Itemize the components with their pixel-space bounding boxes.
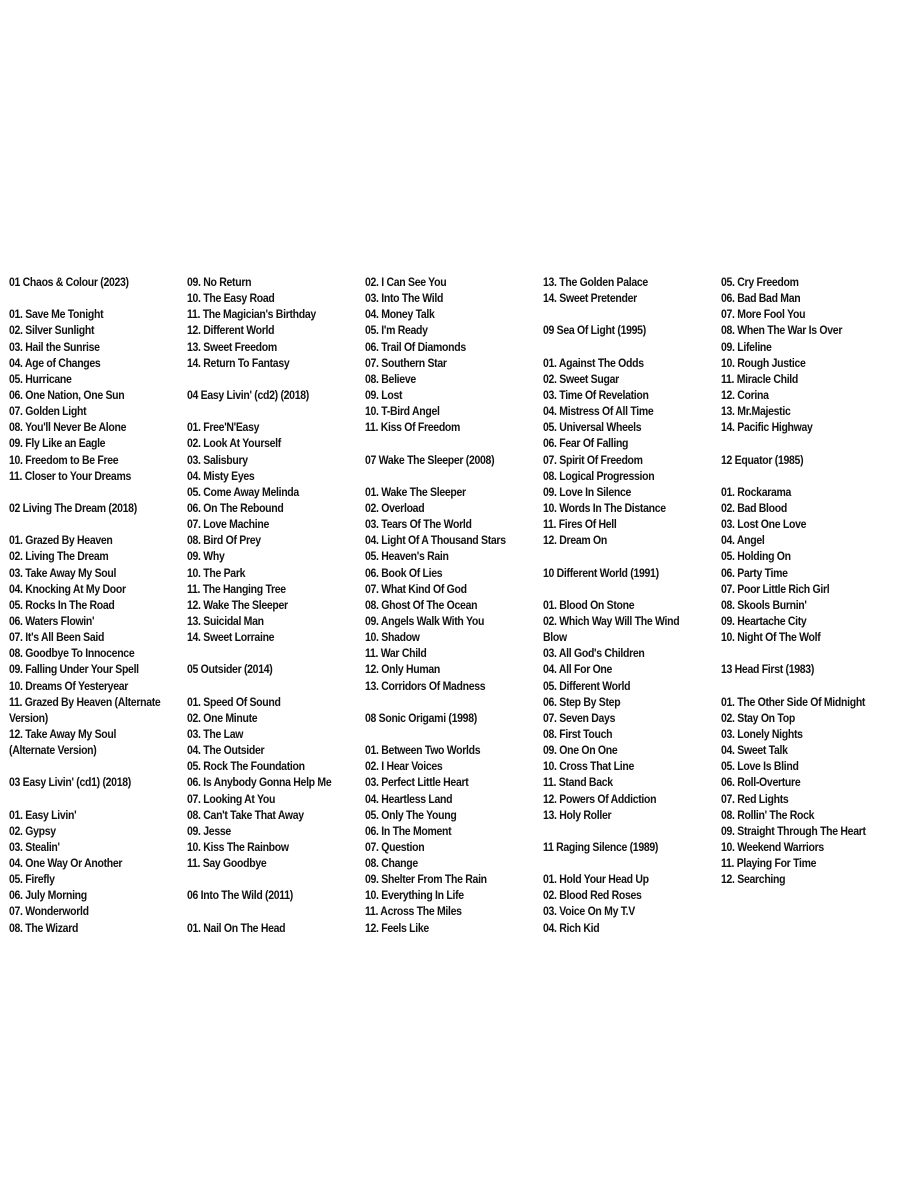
track-line: 12. Dream On	[543, 533, 607, 548]
track-line: 11. Fires Of Hell	[543, 517, 617, 532]
track-line: 06. Trail Of Diamonds	[365, 339, 466, 354]
track-line: 08. You'll Never Be Alone	[9, 420, 127, 435]
spacer	[543, 823, 688, 839]
tracklist-column-2	[178, 274, 356, 944]
track-line: 11. Playing For Time	[721, 856, 817, 871]
track-line: 11. Kiss Of Freedom	[365, 420, 461, 435]
track-line: 07. It's All Been Said	[9, 630, 105, 645]
track-line: 09. Love In Silence	[543, 484, 632, 499]
track-line: 04. The Outsider	[187, 743, 265, 758]
track-line: 12. Take Away My Soul	[9, 726, 117, 741]
track-line: 09. Straight Through The Heart	[721, 823, 866, 838]
track-line: 10. Words In The Distance	[543, 500, 666, 515]
track-line: 04. Knocking At My Door	[9, 581, 126, 596]
album-heading: 02 Living The Dream (2018)	[9, 500, 137, 515]
spacer	[721, 435, 875, 451]
album-heading: 13 Head First (1983)	[721, 662, 815, 677]
track-line: 06. Bad Bad Man	[721, 291, 801, 306]
album-heading: 09 Sea Of Light (1995)	[543, 323, 646, 338]
track-line: 08. First Touch	[543, 726, 613, 741]
track-line: 12. Feels Like	[365, 920, 429, 935]
track-line: 12. Wake The Sleeper	[187, 597, 288, 612]
track-line: Version)	[9, 710, 48, 725]
track-line: 04. Angel	[721, 533, 765, 548]
track-line: 07. Looking At You	[187, 791, 276, 806]
track-line: 12. Corina	[721, 387, 769, 402]
track-line: 10. Freedom to Be Free	[9, 452, 119, 467]
track-line: 05. Heaven's Rain	[365, 549, 449, 564]
track-line: 08. Goodbye To Innocence	[9, 646, 135, 661]
track-line: 01. Grazed By Heaven	[9, 533, 113, 548]
track-line: 06. Book Of Lies	[365, 565, 443, 580]
spacer	[9, 516, 154, 532]
track-line: 07. Red Lights	[721, 791, 789, 806]
album-heading: 01 Chaos & Colour (2023)	[9, 275, 129, 289]
album-heading: 06 Into The Wild (2011)	[187, 888, 293, 903]
track-line: 06. Is Anybody Gonna Help Me	[187, 775, 332, 790]
spacer	[543, 339, 688, 355]
track-line: 06. One Nation, One Sun	[9, 387, 125, 402]
track-line: 05. Holding On	[721, 549, 791, 564]
track-line: 11. War Child	[365, 646, 427, 661]
track-line: 05. I'm Ready	[365, 323, 428, 338]
track-line: 07. Wonderworld	[9, 904, 89, 919]
spacer	[9, 484, 154, 500]
track-line: 10. T-Bird Angel	[365, 404, 440, 419]
track-line: 12. Only Human	[365, 662, 441, 677]
track-line: 04. Misty Eyes	[187, 468, 255, 483]
track-line: 08. The Wizard	[9, 920, 79, 935]
track-line: 03. Into The Wild	[365, 291, 444, 306]
track-line: 10. Cross That Line	[543, 759, 634, 774]
album-heading: 10 Different World (1991)	[543, 565, 659, 580]
track-line: 13. Holy Roller	[543, 807, 612, 822]
track-line: 04. Rich Kid	[543, 920, 600, 935]
track-line: 13. The Golden Palace	[543, 275, 648, 289]
track-line: 07. Spirit Of Freedom	[543, 452, 643, 467]
spacer	[721, 678, 875, 694]
track-line: 12. Searching	[721, 872, 786, 887]
track-line: 06. On The Rebound	[187, 500, 284, 515]
track-line: 03. Lost One Love	[721, 517, 807, 532]
track-line: 08. Believe	[365, 371, 416, 386]
tracklist-column-1	[0, 274, 178, 944]
track-line: 03. Perfect Little Heart	[365, 775, 469, 790]
track-line: 08. When The War Is Over	[721, 323, 843, 338]
track-line: 02. Which Way Will The Wind	[543, 613, 680, 628]
track-line: 02. Gypsy	[9, 823, 56, 838]
track-line: 06. Step By Step	[543, 694, 621, 709]
track-line: 09. Jesse	[187, 823, 231, 838]
track-line: 13. Sweet Freedom	[187, 339, 277, 354]
spacer	[365, 468, 510, 484]
track-line: 11. The Hanging Tree	[187, 581, 286, 596]
album-heading: 11 Raging Silence (1989)	[543, 839, 659, 854]
track-line: 13. Corridors Of Madness	[365, 678, 486, 693]
track-line: 07. Question	[365, 839, 425, 854]
track-line: 02. Living The Dream	[9, 549, 109, 564]
spacer	[721, 645, 875, 661]
spacer	[187, 678, 332, 694]
track-line: 01. Free'N'Easy	[187, 420, 260, 435]
track-line: 06. Waters Flowin'	[9, 613, 95, 628]
tracklist-column-5	[712, 274, 900, 944]
spacer	[365, 694, 510, 710]
spacer	[721, 468, 875, 484]
track-line: 07. Golden Light	[9, 404, 87, 419]
track-line: 01. Speed Of Sound	[187, 694, 281, 709]
track-line: 08. Skools Burnin'	[721, 597, 807, 612]
track-line: 08. Logical Progression	[543, 468, 655, 483]
track-line: 03. Time Of Revelation	[543, 387, 649, 402]
track-line: 01. Between Two Worlds	[365, 743, 481, 758]
track-line: 02. Overload	[365, 500, 425, 515]
track-line: 12. Different World	[187, 323, 275, 338]
track-line: 08. Bird Of Prey	[187, 533, 261, 548]
album-heading: 07 Wake The Sleeper (2008)	[365, 452, 495, 467]
track-line: 03. Take Away My Soul	[9, 565, 117, 580]
track-line: 05. Hurricane	[9, 371, 72, 386]
spacer	[187, 645, 332, 661]
album-heading: 05 Outsider (2014)	[187, 662, 273, 677]
track-line: 03. Voice On My T.V	[543, 904, 635, 919]
track-line: 06. July Morning	[9, 888, 87, 903]
track-line: 01. Blood On Stone	[543, 597, 635, 612]
spacer	[365, 726, 510, 742]
track-line: 03. Tears Of The World	[365, 517, 472, 532]
track-line: 03. Salisbury	[187, 452, 248, 467]
track-line: 04. Money Talk	[365, 307, 435, 322]
track-line: 03. All God's Children	[543, 646, 645, 661]
track-line: 03. Stealin'	[9, 839, 60, 854]
spacer	[9, 290, 154, 306]
track-line: 02. Stay On Top	[721, 710, 795, 725]
track-line: 14. Return To Fantasy	[187, 355, 290, 370]
track-line: 10. Kiss The Rainbow	[187, 839, 289, 854]
track-line: 06. In The Moment	[365, 823, 452, 838]
track-line: 09. Lifeline	[721, 339, 772, 354]
track-line: 09. No Return	[187, 275, 252, 289]
track-line: 04. Light Of A Thousand Stars	[365, 533, 506, 548]
track-line: 03. The Law	[187, 726, 244, 741]
track-line: 07. Southern Star	[365, 355, 447, 370]
track-line: 02. Bad Blood	[721, 500, 787, 515]
track-line: 02. Silver Sunlight	[9, 323, 95, 338]
track-line: 03. Hail the Sunrise	[9, 339, 100, 354]
track-line: 14. Sweet Pretender	[543, 291, 637, 306]
track-line: 11. Miracle Child	[721, 371, 799, 386]
album-heading: 12 Equator (1985)	[721, 452, 804, 467]
track-line: 01. Nail On The Head	[187, 920, 286, 935]
track-line: 07. Love Machine	[187, 517, 269, 532]
track-line: 10. Rough Justice	[721, 355, 806, 370]
spacer	[9, 758, 154, 774]
track-line: 09. Shelter From The Rain	[365, 872, 487, 887]
track-line: 09. Why	[187, 549, 225, 564]
track-line: 05. Only The Young	[365, 807, 457, 822]
track-line: 06. Party Time	[721, 565, 788, 580]
spacer	[543, 855, 688, 871]
spacer	[543, 548, 688, 564]
track-line: 11. Closer to Your Dreams	[9, 468, 131, 483]
tracklist-sheet	[0, 274, 900, 944]
track-line: 13. Mr.Majestic	[721, 404, 791, 419]
track-line: 07. Seven Days	[543, 710, 616, 725]
track-line: 04. Sweet Talk	[721, 743, 788, 758]
track-line: 11. The Magician's Birthday	[187, 307, 316, 322]
track-line: 08. Ghost Of The Ocean	[365, 597, 478, 612]
track-line: 04. One Way Or Another	[9, 856, 123, 871]
track-line: 05. Universal Wheels	[543, 420, 642, 435]
track-line: 13. Suicidal Man	[187, 613, 264, 628]
spacer	[543, 581, 688, 597]
track-line: 03. Lonely Nights	[721, 726, 803, 741]
track-line: 05. Rock The Foundation	[187, 759, 305, 774]
track-line: 01. The Other Side Of Midnight	[721, 694, 866, 709]
track-line: 08. Rollin' The Rock	[721, 807, 815, 822]
track-line: 01. Wake The Sleeper	[365, 484, 466, 499]
track-line: 09. Falling Under Your Spell	[9, 662, 139, 677]
track-line: Blow	[543, 630, 567, 645]
track-line: 07. What Kind Of God	[365, 581, 467, 596]
track-line: 01. Easy Livin'	[9, 807, 77, 822]
track-line: 04. Heartless Land	[365, 791, 453, 806]
spacer	[187, 403, 332, 419]
tracklist-column-3	[356, 274, 534, 944]
track-line: 01. Rockarama	[721, 484, 792, 499]
track-line: 02. Look At Yourself	[187, 436, 281, 451]
track-line: 12. Powers Of Addiction	[543, 791, 657, 806]
track-line: 10. Night Of The Wolf	[721, 630, 821, 645]
track-line: 06. Fear Of Falling	[543, 436, 629, 451]
track-line: 11. Across The Miles	[365, 904, 462, 919]
track-line: 08. Change	[365, 856, 418, 871]
track-line: 02. One Minute	[187, 710, 258, 725]
track-line: (Alternate Version)	[9, 743, 97, 758]
track-line: 11. Say Goodbye	[187, 856, 267, 871]
track-line: 04. All For One	[543, 662, 613, 677]
track-line: 01. Save Me Tonight	[9, 307, 104, 322]
spacer	[543, 306, 688, 322]
track-line: 02. I Hear Voices	[365, 759, 443, 774]
spacer	[365, 435, 510, 451]
track-line: 14. Sweet Lorraine	[187, 630, 275, 645]
track-line: 04. Age of Changes	[9, 355, 101, 370]
track-line: 05. Cry Freedom	[721, 275, 799, 289]
track-line: 02. Sweet Sugar	[543, 371, 619, 386]
spacer	[187, 903, 332, 919]
track-line: 11. Grazed By Heaven (Alternate	[9, 694, 161, 709]
track-line: 11. Stand Back	[543, 775, 613, 790]
album-heading: 08 Sonic Origami (1998)	[365, 710, 477, 725]
track-line: 05. Rocks In The Road	[9, 597, 115, 612]
track-line: 07. More Fool You	[721, 307, 806, 322]
track-line: 01. Hold Your Head Up	[543, 872, 649, 887]
track-line: 09. One On One	[543, 743, 618, 758]
track-line: 10. Weekend Warriors	[721, 839, 824, 854]
spacer	[187, 371, 332, 387]
track-line: 09. Heartache City	[721, 613, 807, 628]
track-line: 04. Mistress Of All Time	[543, 404, 654, 419]
track-line: 14. Pacific Highway	[721, 420, 813, 435]
track-line: 06. Roll-Overture	[721, 775, 801, 790]
tracklist-column-4	[534, 274, 712, 944]
track-line: 05. Different World	[543, 678, 631, 693]
track-line: 09. Lost	[365, 387, 403, 402]
track-line: 10. Everything In Life	[365, 888, 464, 903]
track-line: 10. Dreams Of Yesteryear	[9, 678, 129, 693]
track-line: 10. The Park	[187, 565, 246, 580]
track-line: 05. Firefly	[9, 872, 55, 887]
track-line: 07. Poor Little Rich Girl	[721, 581, 830, 596]
track-line: 09. Angels Walk With You	[365, 613, 485, 628]
track-line: 08. Can't Take That Away	[187, 807, 304, 822]
spacer	[9, 791, 154, 807]
track-line: 10. The Easy Road	[187, 291, 275, 306]
track-line: 05. Love Is Blind	[721, 759, 799, 774]
track-line: 10. Shadow	[365, 630, 420, 645]
track-line: 02. Blood Red Roses	[543, 888, 642, 903]
track-line: 09. Fly Like an Eagle	[9, 436, 106, 451]
album-heading: 03 Easy Livin' (cd1) (2018)	[9, 775, 131, 790]
track-line: 01. Against The Odds	[543, 355, 644, 370]
track-line: 02. I Can See You	[365, 275, 447, 289]
spacer	[187, 871, 332, 887]
track-line: 05. Come Away Melinda	[187, 484, 299, 499]
album-heading: 04 Easy Livin' (cd2) (2018)	[187, 387, 309, 402]
